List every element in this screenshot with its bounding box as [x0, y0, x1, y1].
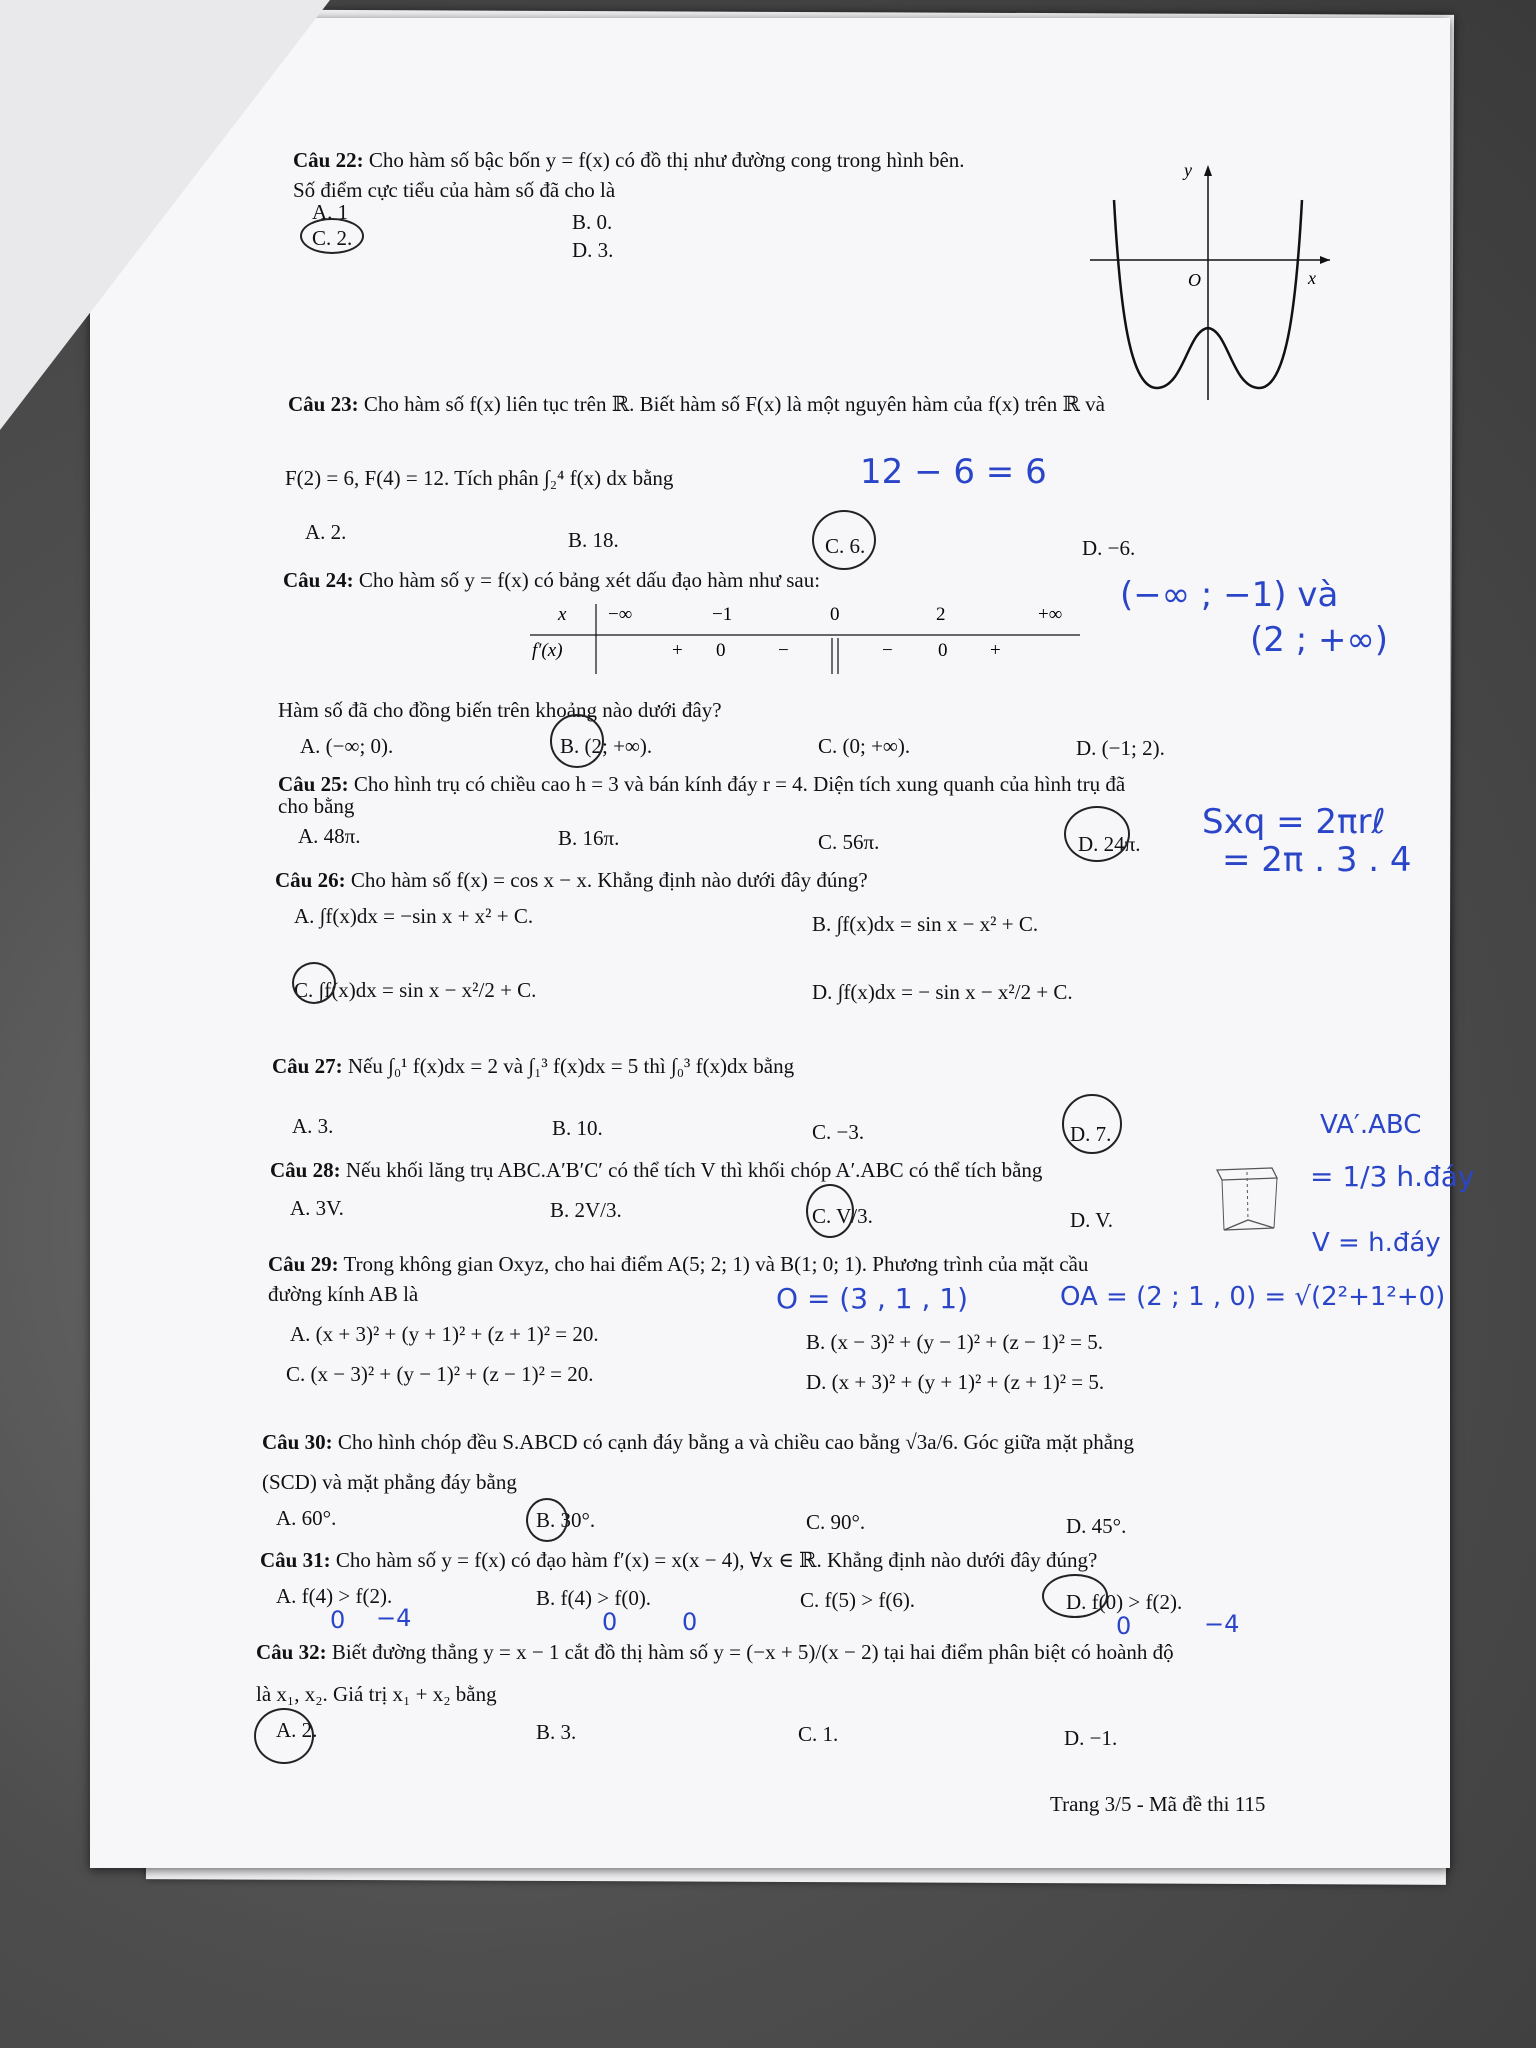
q31-hand-mark: 0	[682, 1608, 698, 1636]
q25-line2: cho bằng	[278, 794, 355, 818]
sign-table-lines	[530, 604, 1080, 674]
q26-answer-circle	[292, 962, 336, 1004]
sign-table-sign: −	[778, 640, 789, 661]
q32-line2: là x₁, x₂. Giá trị x₁ + x₂ bằng	[256, 1682, 497, 1706]
sign-table-sign: +	[990, 640, 1001, 661]
q24-option-d: D. (−1; 2).	[1076, 736, 1165, 760]
q30-answer-circle	[526, 1498, 568, 1542]
q29-title: Câu 29:	[268, 1252, 339, 1276]
q31-text1: Cho hàm số y = f(x) có đạo hàm f′(x) = x(x − 4), ∀x ∈ ℝ. Khẳng định nào dưới đây đúng?	[335, 1548, 1098, 1572]
q27-title: Câu 27:	[272, 1054, 343, 1078]
sign-table-x-value: 0	[830, 604, 840, 625]
q28-option-c: C. V/3.	[812, 1204, 873, 1228]
q32-option-c: C. 1.	[798, 1722, 839, 1746]
q31-hand-mark: 0	[330, 1606, 346, 1634]
q30-title: Câu 30:	[262, 1430, 333, 1454]
q25-text1: Cho hình trụ có chiều cao h = 3 và bán kính đáy r = 4. Diện tích xung quanh của hình trụ đã	[353, 772, 1126, 796]
q24-handwriting-1: (−∞ ; −1) và	[1120, 575, 1339, 615]
q29-handwriting-1: O = (3 , 1 , 1)	[776, 1282, 968, 1315]
graph-y-label: y	[1184, 160, 1192, 180]
q27-option-d: D. 7.	[1070, 1122, 1112, 1146]
q28-handwriting-3: V = h.đáy	[1312, 1228, 1441, 1258]
q22-option-a: A. 1	[312, 200, 349, 224]
q32-option-b: B. 3.	[536, 1720, 577, 1744]
q22-option-c: C. 2.	[312, 226, 353, 250]
q30-option-c: C. 90°.	[806, 1510, 866, 1534]
q25-option-c: C. 56π.	[818, 830, 880, 854]
sign-table-fp-label: f′(x)	[532, 640, 563, 661]
prism-sketch-icon	[1212, 1160, 1282, 1240]
q26-title: Câu 26:	[275, 868, 346, 892]
q30-line1	[262, 1430, 1134, 1455]
q30-text1: Cho hình chóp đều S.ABCD có cạnh đáy bằng a và chiều cao bằng √3a/6. Góc giữa mặt phẳng	[337, 1430, 1135, 1454]
page-footer: Trang 3/5 - Mã đề thi 115	[1050, 1792, 1266, 1816]
sign-table-sign: 0	[716, 640, 726, 661]
q23-option-b: B. 18.	[568, 528, 619, 552]
q29-option-c: C. (x − 3)² + (y − 1)² + (z − 1)² = 20.	[286, 1362, 594, 1386]
q31-hand-mark: 0	[1116, 1612, 1132, 1640]
sign-table-x-label: x	[558, 604, 567, 625]
q29-option-d: D. (x + 3)² + (y + 1)² + (z + 1)² = 5.	[806, 1370, 1105, 1394]
q22-text1: Cho hàm số bậc bốn y = f(x) có đồ thị như đường cong trong hình bên.	[368, 148, 965, 172]
q30-line2: (SCD) và mặt phẳng đáy bằng	[262, 1470, 517, 1494]
q22-option-b: B. 0.	[572, 210, 613, 234]
q28-option-d: D. V.	[1070, 1208, 1113, 1232]
q22-graph	[1080, 160, 1340, 410]
q31-hand-mark: 0	[602, 1608, 618, 1636]
q31-option-b: B. f(4) > f(0).	[536, 1586, 652, 1610]
q27-option-b: B. 10.	[552, 1116, 603, 1140]
q24-line1	[283, 568, 820, 593]
q32-option-a: A. 2.	[276, 1718, 318, 1742]
q24-title: Câu 24:	[283, 568, 354, 592]
q32-option-d: D. −1.	[1064, 1726, 1118, 1750]
q24-option-a: A. (−∞; 0).	[300, 734, 394, 758]
q24-text1: Cho hàm số y = f(x) có bảng xét dấu đạo hàm như sau:	[358, 568, 821, 592]
q24-sign-table	[530, 604, 1080, 674]
q31-answer-circle	[1042, 1574, 1108, 1618]
sign-table-x-value: +∞	[1038, 604, 1063, 625]
q22-line1	[293, 148, 965, 173]
q27-line1	[272, 1054, 794, 1079]
sign-table-x-value: −∞	[608, 604, 633, 625]
q30-option-b: B. 30°.	[536, 1508, 596, 1532]
q29-line2: đường kính AB là	[268, 1282, 419, 1306]
q24-option-b: B. (2; +∞).	[560, 734, 653, 758]
q23-title: Câu 23:	[288, 392, 359, 416]
q26-text1: Cho hàm số f(x) = cos x − x. Khẳng định nào dưới đây đúng?	[350, 868, 868, 892]
q28-title: Câu 28:	[270, 1158, 341, 1182]
q28-handwriting-2: = 1/3 h.đáy	[1310, 1160, 1475, 1193]
q23-text1: Cho hàm số f(x) liên tục trên ℝ. Biết hàm số F(x) là một nguyên hàm của f(x) trên ℝ và	[363, 392, 1105, 416]
q24-answer-circle	[550, 714, 604, 768]
q28-handwriting-1: VA′.ABC	[1320, 1110, 1422, 1140]
q29-line1	[268, 1252, 1088, 1277]
q24-line2: Hàm số đã cho đồng biến trên khoảng nào dưới đây?	[278, 698, 722, 722]
q25-handwriting-2: = 2π . 3 . 4	[1222, 840, 1412, 880]
q25-title: Câu 25:	[278, 772, 349, 796]
q29-handwriting-2: OA = (2 ; 1 , 0) = √(2²+1²+0)	[1060, 1282, 1446, 1312]
q31-title: Câu 31:	[260, 1548, 331, 1572]
graph-origin-label: O	[1188, 270, 1201, 290]
q26-line1	[275, 868, 868, 893]
q31-hand-mark: −4	[376, 1604, 412, 1632]
q23-line1	[288, 392, 1105, 417]
q22-title: Câu 22:	[293, 148, 364, 172]
q28-line1	[270, 1158, 1042, 1183]
sign-table-sign: −	[882, 640, 893, 661]
q23-handwriting: 12 − 6 = 6	[860, 452, 1047, 492]
q28-text1: Nếu khối lăng trụ ABC.A′B′C′ có thể tích V thì khối chóp A′.ABC có thể tích bằng	[345, 1158, 1043, 1182]
q26-option-d: D. ∫f(x)dx = − sin x − x²/2 + C.	[812, 980, 1073, 1004]
sign-table-x-value: 2	[936, 604, 946, 625]
q32-text1: Biết đường thẳng y = x − 1 cắt đồ thị hàm số y = (−x + 5)/(x − 2) tại hai điểm phân biệt có hoành độ	[331, 1640, 1174, 1664]
q27-text1: Nếu ∫₀¹ f(x)dx = 2 và ∫₁³ f(x)dx = 5 thì ∫₀³ f(x)dx bằng	[347, 1054, 795, 1078]
q22-option-d: D. 3.	[572, 238, 614, 262]
q25-answer-circle	[1064, 806, 1130, 862]
q26-option-a: A. ∫f(x)dx = −sin x + x² + C.	[294, 904, 534, 928]
q30-option-d: D. 45°.	[1066, 1514, 1127, 1538]
q26-option-c: C. ∫f(x)dx = sin x − x²/2 + C.	[294, 978, 537, 1002]
q23-option-d: D. −6.	[1082, 536, 1136, 560]
q23-option-a: A. 2.	[305, 520, 347, 544]
q28-option-b: B. 2V/3.	[550, 1198, 622, 1222]
sign-table-sign: 0	[938, 640, 948, 661]
sign-table-sign: +	[672, 640, 683, 661]
q31-option-a: A. f(4) > f(2).	[276, 1584, 393, 1608]
q24-handwriting-2: (2 ; +∞)	[1250, 620, 1389, 660]
q32-title: Câu 32:	[256, 1640, 327, 1664]
q25-handwriting-1: Sxq = 2πrℓ	[1202, 802, 1386, 842]
q25-option-d: D. 24π.	[1078, 832, 1141, 856]
q27-option-a: A. 3.	[292, 1114, 334, 1138]
q28-option-a: A. 3V.	[290, 1196, 344, 1220]
q25-option-a: A. 48π.	[298, 824, 361, 848]
q23-option-c: C. 6.	[825, 534, 866, 558]
q24-option-c: C. (0; +∞).	[818, 734, 911, 758]
q30-option-a: A. 60°.	[276, 1506, 337, 1530]
q32-line1	[256, 1640, 1174, 1665]
q26-option-b: B. ∫f(x)dx = sin x − x² + C.	[812, 912, 1039, 936]
q29-option-b: B. (x − 3)² + (y − 1)² + (z − 1)² = 5.	[806, 1330, 1103, 1354]
q29-option-a: A. (x + 3)² + (y + 1)² + (z + 1)² = 20.	[290, 1322, 599, 1346]
q31-hand-mark: −4	[1204, 1610, 1240, 1638]
q25-line1	[278, 772, 1125, 797]
q22-line2: Số điểm cực tiểu của hàm số đã cho là	[293, 178, 616, 202]
q31-line1	[260, 1548, 1097, 1573]
q27-option-c: C. −3.	[812, 1120, 865, 1144]
q32-answer-circle	[254, 1708, 314, 1764]
q23-answer-circle	[812, 510, 876, 570]
sign-table-x-value: −1	[712, 604, 733, 625]
q27-answer-circle	[1062, 1094, 1122, 1154]
graph-x-label: x	[1308, 268, 1316, 288]
q23-line2: F(2) = 6, F(4) = 12. Tích phân ∫₂⁴ f(x) dx bằng	[285, 466, 674, 490]
q31-option-d: D. f(0) > f(2).	[1066, 1590, 1183, 1614]
q29-text1: Trong không gian Oxyz, cho hai điểm A(5; 2; 1) và B(1; 0; 1). Phương trình của mặt cầu	[343, 1252, 1089, 1276]
q31-option-c: C. f(5) > f(6).	[800, 1588, 916, 1612]
q28-answer-circle	[806, 1184, 854, 1238]
q22-answer-circle	[300, 218, 364, 254]
q25-option-b: B. 16π.	[558, 826, 620, 850]
